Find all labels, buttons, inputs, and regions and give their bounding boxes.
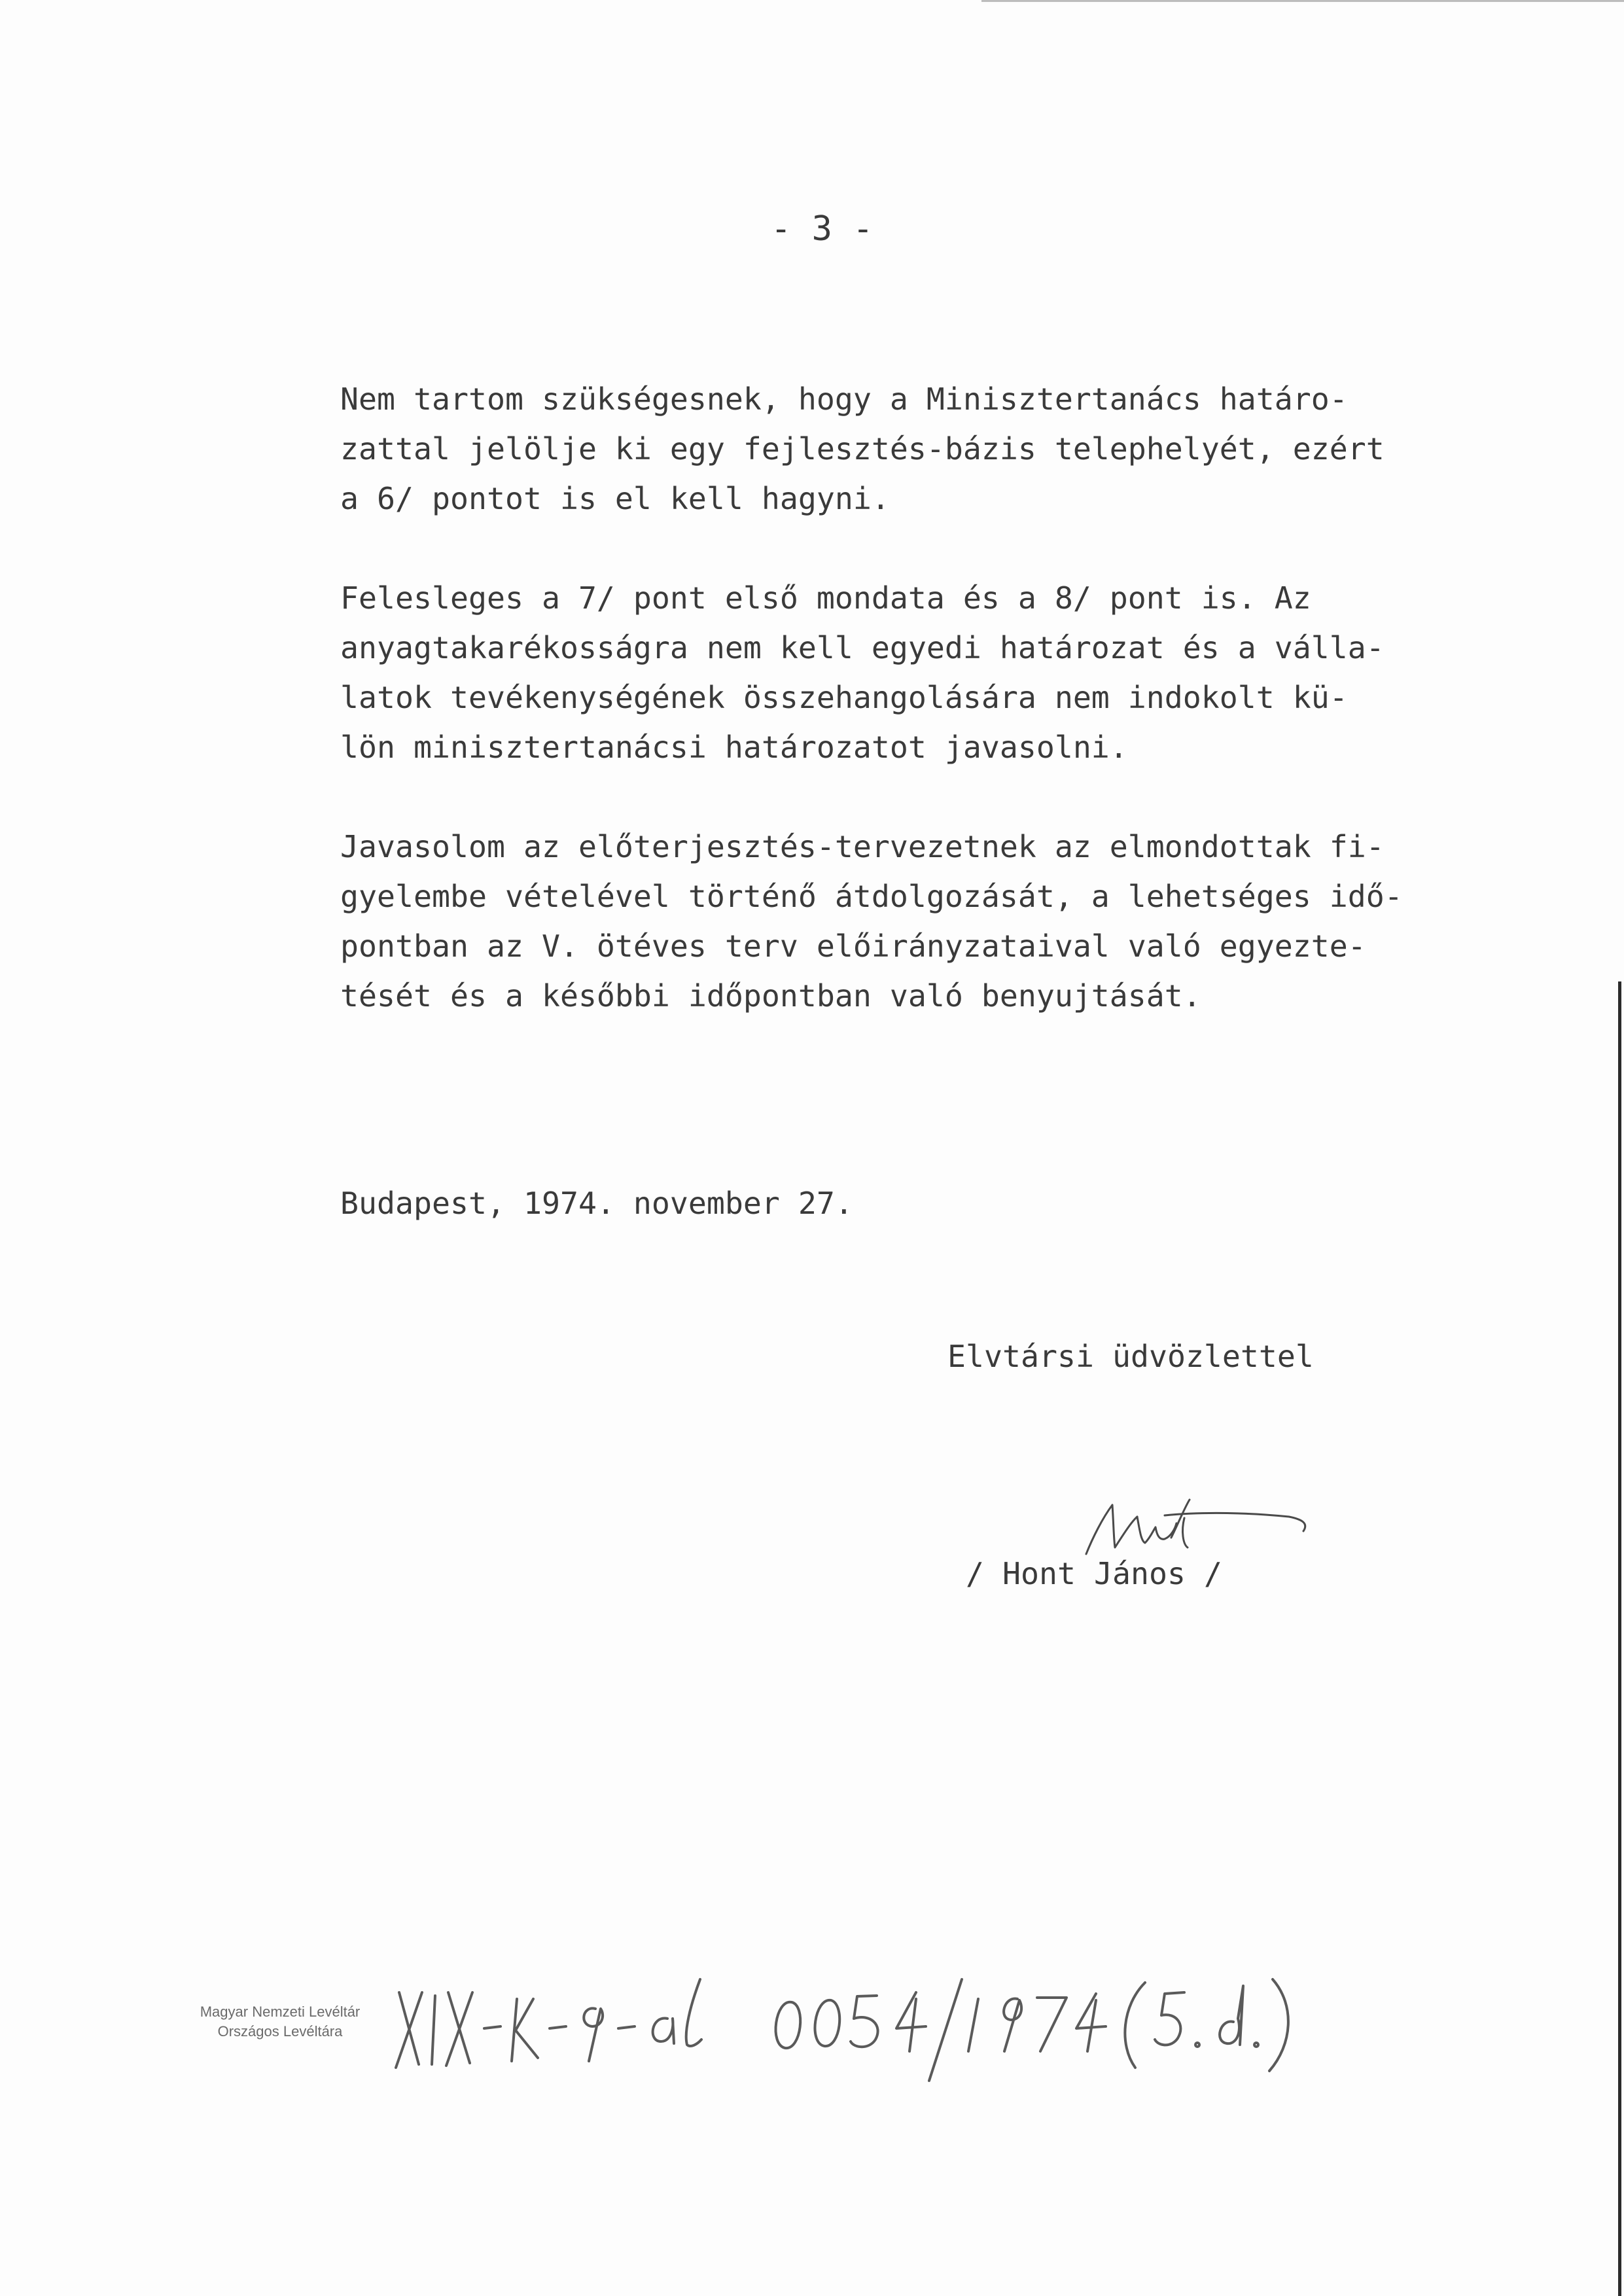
archive-stamp-line1: Magyar Nemzeti Levéltár <box>200 2004 361 2020</box>
closing-salutation: Elvtársi üdvözlettel <box>947 1339 1314 1374</box>
text-line: Nem tartom szükségesnek, hogy a Minisztertanács határo- <box>340 381 1348 417</box>
text-line: Felesleges a 7/ pont első mondata és a 8/ pont is. Az <box>340 580 1311 616</box>
text-line: gyelembe vételével történő átdolgozását, a lehetséges idő- <box>340 879 1403 914</box>
text-line: latok tevékenységének összehangolására nem indokolt kü- <box>340 680 1348 715</box>
text-line: pontban az V. ötéves terv előirányzataival való egyezte- <box>340 928 1366 964</box>
text-line: anyagtakarékosságra nem kell egyedi határozat és a válla- <box>340 630 1385 665</box>
scan-top-edge <box>981 0 1624 2</box>
text-line: lön minisztertanácsi határozatot javasolni. <box>340 730 1128 765</box>
text-line: zattal jelölje ki egy fejlesztés-bázis telephelyét, ezért <box>340 431 1385 467</box>
paragraph-1 <box>340 374 1511 523</box>
signer-name: / Hont János / <box>966 1556 1222 1591</box>
handwritten-signature <box>1073 1485 1322 1564</box>
date-line: Budapest, 1974. november 27. <box>340 1186 853 1221</box>
letter-body <box>340 374 1511 1070</box>
handwritten-archive-reference <box>393 1953 1387 2084</box>
paragraph-3 <box>340 822 1511 1021</box>
paragraph-2 <box>340 573 1511 772</box>
archive-reference-text <box>0 0 1 1</box>
page-number: - 3 - <box>771 209 874 249</box>
scan-right-edge <box>1618 981 1621 2296</box>
archive-stamp <box>175 2002 385 2041</box>
text-line: a 6/ pontot is el kell hagyni. <box>340 481 890 516</box>
text-line: tését és a későbbi időpontban való benyujtását. <box>340 978 1201 1014</box>
archive-stamp-line2: Országos Levéltára <box>217 2023 343 2040</box>
text-line: Javasolom az előterjesztés-tervezetnek az elmondottak fi- <box>340 829 1385 864</box>
